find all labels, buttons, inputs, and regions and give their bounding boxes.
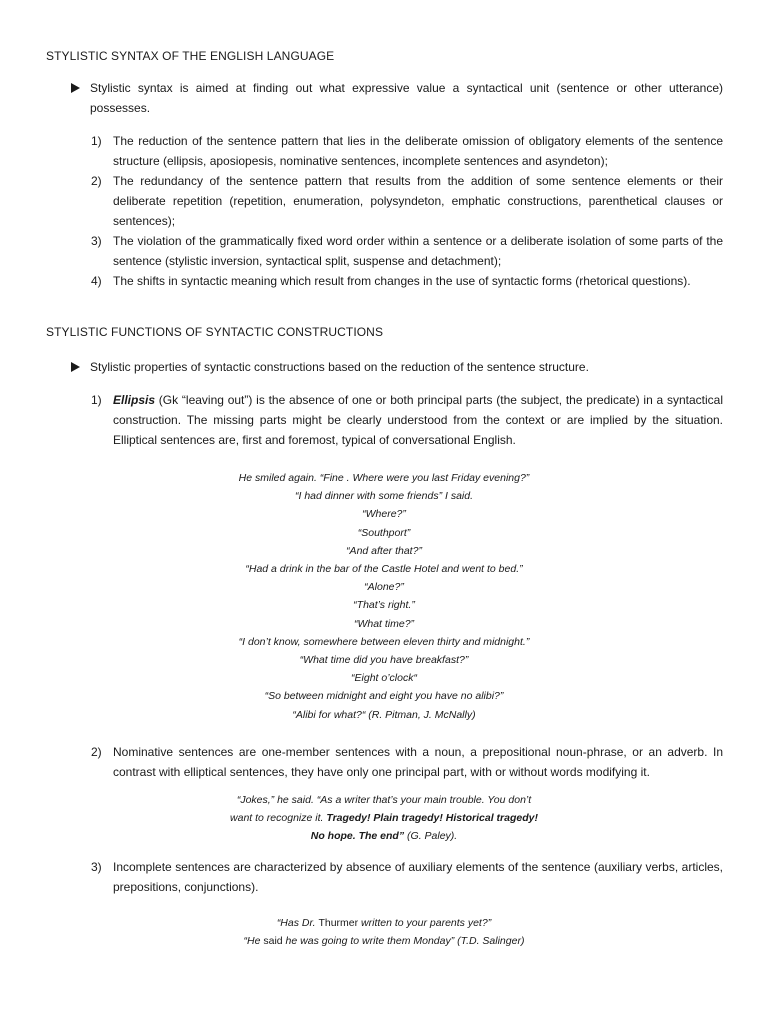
arrow-bullet-icon: [71, 83, 80, 93]
list-item: 2) The redundancy of the sentence pattern that results from the addition of some sentence elements or their deliberate repetition (repetition, enumeration, polysyndeton, emphatic constructions, parenthetical clauses or sentences);: [91, 174, 723, 228]
list-item: 1) The reduction of the sentence pattern that lies in the deliberate omission of obligatory elements of the sentence structure (ellipsis, aposiopesis, nominative sentences, incomplete sentences and asyndeton);: [91, 134, 723, 168]
section-title-stylistic-functions: STYLISTIC FUNCTIONS OF SYNTACTIC CONSTRUCTIONS: [46, 325, 384, 339]
section-title-stylistic-syntax: STYLISTIC SYNTAX OF THE ENGLISH LANGUAGE: [46, 49, 335, 63]
bullet-text: Stylistic properties of syntactic constructions based on the reduction of the sentence structure.: [90, 360, 589, 374]
ellipsis-paragraph: 1) Ellipsis (Gk “leaving out”) is the absence of one or both principal parts (the subject, the predicate) in a syntactical construction. The missing parts might be clearly understood from the context or are implied by the situation. Elliptical sentences are, first and foremost, typical of conversational English.: [91, 393, 723, 447]
list-item: 4) The shifts in syntactic meaning which result from changes in the use of syntactic forms (rhetorical questions).: [91, 274, 691, 288]
nominative-example-quote: “Jokes,” he said. “As a writer that’s your main trouble. You don’t want to recognize it. Tragedy! Plain tragedy! Historical tragedy! No hope. The end” (G. Paley).: [230, 794, 538, 843]
incomplete-example-quote: “Has Dr. Thurmer written to your parents yet?” “He said he was going to write them Monday” (T.D. Salinger): [243, 917, 525, 948]
list-item: 3) The violation of the grammatically fixed word order within a sentence or a deliberate isolation of some parts of the sentence (stylistic inversion, syntactical split, suspense and detachment);: [91, 234, 723, 268]
ellipsis-term: Ellipsis: [113, 393, 156, 407]
arrow-bullet-icon: [71, 362, 80, 372]
bullet-text: Stylistic syntax is aimed at finding out what expressive value a syntactical unit (sentence or other utterance) possesses.: [90, 81, 723, 115]
nominative-paragraph: 2) Nominative sentences are one-member sentences with a noun, a prepositional noun-phrase, or an adverb. In contrast with elliptical sentences, they have only one principal part, with or without words modifying it.: [91, 745, 723, 779]
bullet-intro-syntax: [71, 78, 723, 118]
syntax-categories-list: [91, 131, 723, 291]
ellipsis-example-quote: He smiled again. “Fine . Where were you last Friday evening?” “I had dinner with some friends” I said. “Where?” “Southport” “And after that?” “Had a drink in the bar of the Castle Hotel and went to bed.” “Alone?” “That’s right.” “What time?” “I don’t know, somewhere between eleven thirty and midnight.” “What time did you have breakfast?” “Eight o’clock“ “So between midnight and eight you have no alibi?” “Alibi for what?“ (R. Pitman, J. McNally): [238, 472, 530, 721]
bullet-intro-functions: [71, 357, 723, 377]
incomplete-paragraph: 3) Incomplete sentences are characterized by absence of auxiliary elements of the sentence (auxiliary verbs, articles, prepositions, conjunctions).: [91, 860, 723, 894]
